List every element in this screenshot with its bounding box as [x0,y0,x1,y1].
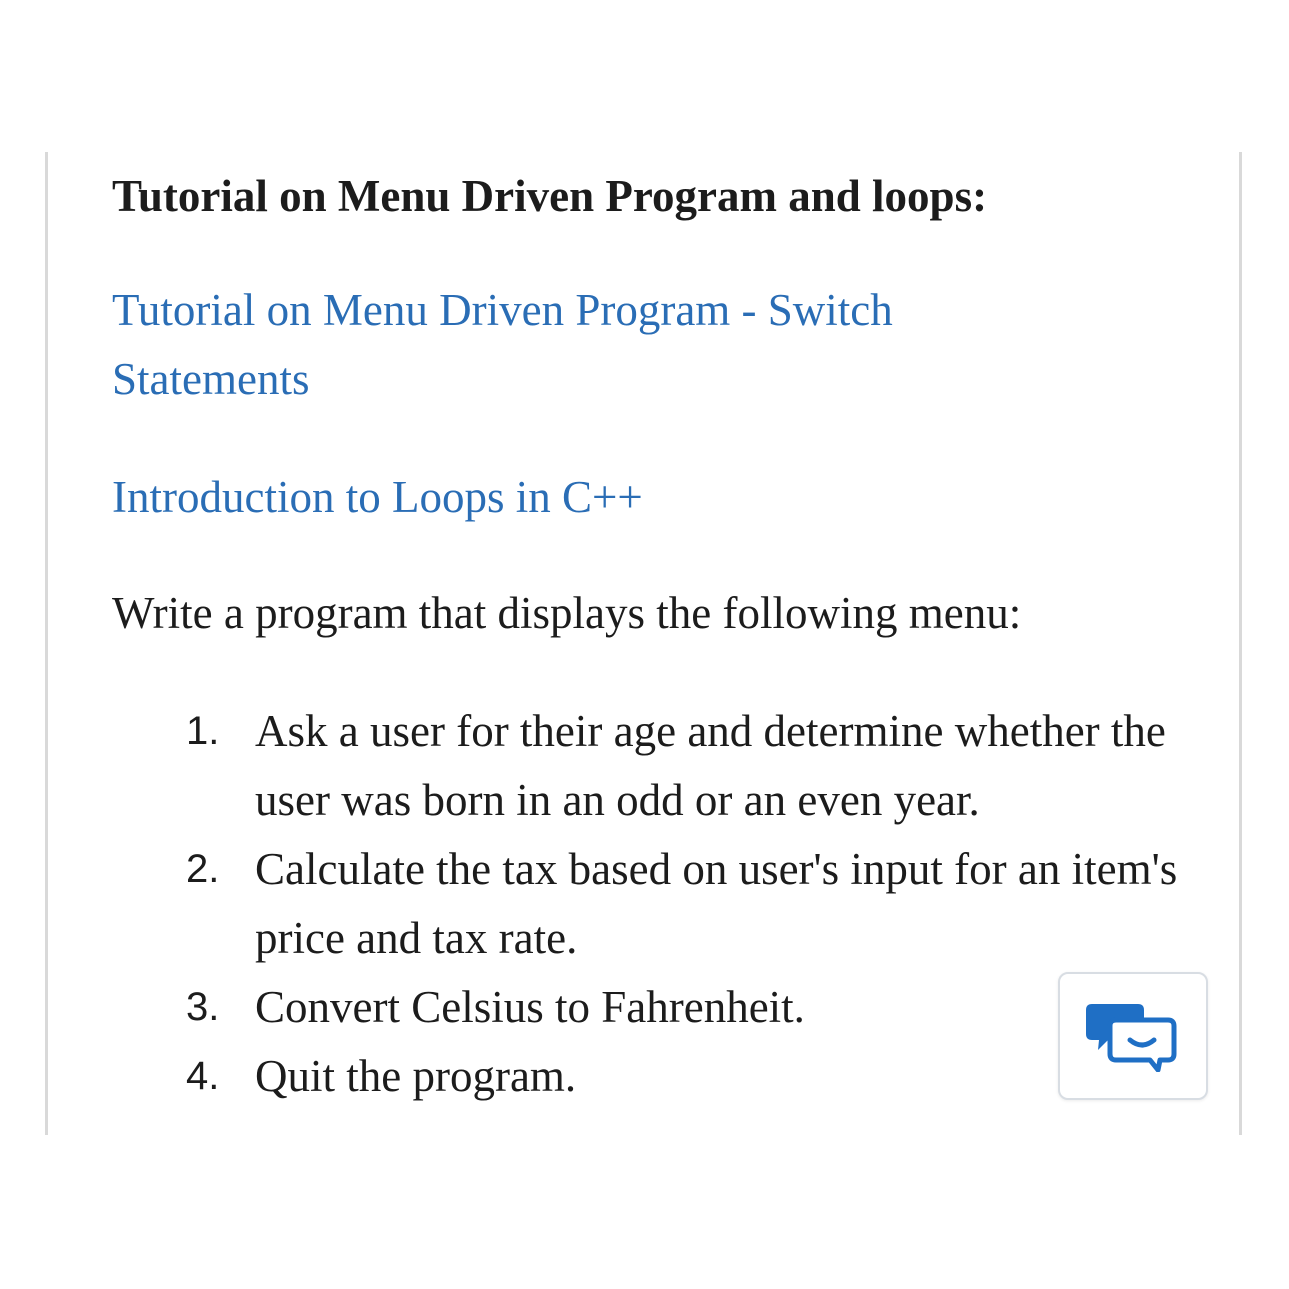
intro-text: Write a program that displays the following menu: [112,588,1022,638]
menu-list [48,697,1195,1111]
link-switch-statements-tutorial[interactable]: Tutorial on Menu Driven Program - Switch Statements [112,285,893,404]
page-title: Tutorial on Menu Driven Program and loops: [112,171,988,221]
chat-button[interactable] [1058,972,1208,1100]
chat-bubbles-icon [1086,1000,1178,1072]
list-item-text: Calculate the tax based on user's input for an item's price and tax rate. [255,844,1178,963]
list-item [48,1042,1195,1111]
list-item [48,835,1195,973]
list-item-text: Convert Celsius to Fahrenheit. [255,982,805,1032]
list-item [48,697,1195,835]
list-item [48,973,1195,1042]
list-item-number: 3. [186,985,220,1029]
list-item-number: 2. [186,847,220,891]
list-item-number: 1. [186,709,220,753]
list-item-text: Quit the program. [255,1051,577,1101]
list-item-text: Ask a user for their age and determine whether the user was born in an odd or an even year. [255,706,1166,825]
content-panel [45,152,1242,1135]
list-item-number: 4. [186,1054,220,1098]
link-loops-intro[interactable]: Introduction to Loops in C++ [112,472,643,522]
